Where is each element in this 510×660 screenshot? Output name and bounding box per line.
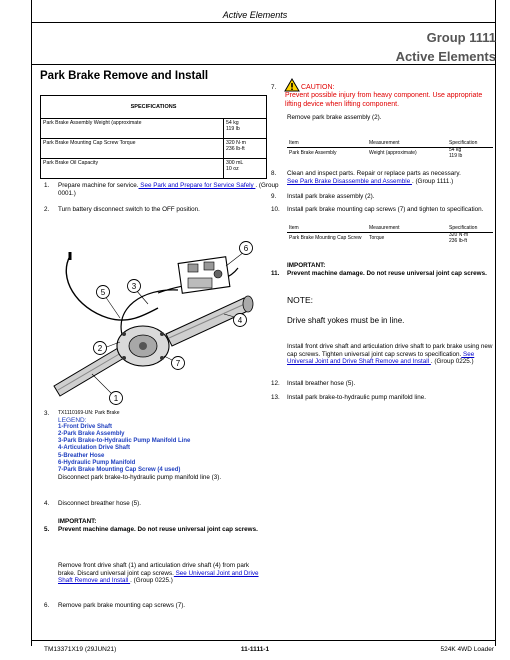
step-12: 12. Install breather hose (5). xyxy=(271,380,356,387)
park-prepare-link[interactable]: See Park and Prepare for Service Safely xyxy=(138,182,256,189)
park-brake-assembly xyxy=(117,326,169,366)
left-margin-rule xyxy=(31,0,32,646)
caution-label: CAUTION: xyxy=(301,84,335,91)
step-13: 13. Install park brake-to-hydraulic pump manifold line. xyxy=(271,394,426,401)
important-label-right: IMPORTANT: xyxy=(287,262,326,269)
svg-text:6: 6 xyxy=(243,244,249,253)
park-brake-disassemble-link[interactable]: See Park Brake Disassemble and Assemble xyxy=(287,177,412,185)
svg-text:4: 4 xyxy=(237,316,243,325)
group-number: Group 1111 xyxy=(426,30,496,45)
step-4: 4. Disconnect breather hose (5). xyxy=(44,500,141,507)
legend-item: 5-Breather Hose xyxy=(58,452,105,459)
table-row: Park Brake Oil Capacity 300 mL 10 oz xyxy=(41,159,267,179)
legend-item: 2-Park Brake Assembly xyxy=(58,430,125,437)
step-8: 8. Clean and inspect parts. Repair or replace parts as necessary. See Park Brake Disassemble and Assemble . (Group 1111.) xyxy=(271,170,461,185)
hydraulic-pump-manifold xyxy=(178,257,230,293)
hydraulic-line xyxy=(66,256,158,320)
svg-text:2: 2 xyxy=(97,344,103,353)
legend-item: 3-Park Brake-to-Hydraulic Pump Manifold Line xyxy=(58,438,191,445)
table-row: Park Brake Assembly Weight (approximate) 54 kg 119 lb xyxy=(289,146,463,159)
cap-screw-torque-table: Item Measurement Specification Park Brake Mounting Cap Screw Torque 320 N·m 236 lb-ft xyxy=(287,226,493,244)
callout-6 xyxy=(240,242,253,255)
callout-5 xyxy=(97,286,110,299)
table-row: Park Brake Mounting Cap Screw Torque 320 N·m 236 lb-ft xyxy=(289,231,469,244)
svg-text:3: 3 xyxy=(131,282,137,291)
header-rule xyxy=(31,22,495,23)
figure-caption: TX1110169-UN: Park Brake xyxy=(58,410,120,416)
legend: LEGEND: 1-Front Drive Shaft 2-Park Brake Assembly 3-Park Brake-to-Hydraulic Pump Manifold Line 4-Articulation Drive Shaft 5-Breather Hose 6-Hydraulic Pump Manifold 7-Park Brake Mounting Cap Screw (4 used) xyxy=(58,417,280,475)
callout-4 xyxy=(234,314,247,327)
group-heading xyxy=(396,28,496,66)
legend-item: 4-Articulation Drive Shaft xyxy=(58,445,131,452)
callout-1 xyxy=(110,392,123,405)
footer-page-number: 11-1111-1 xyxy=(240,646,270,653)
table-row: Park Brake Mounting Cap Screw Torque 320 N·m 236 lb-ft xyxy=(41,139,267,159)
table-row: Park Brake Assembly Weight (approximate 54 kg 119 lb xyxy=(41,119,267,139)
install-drive-shafts-text: Install front drive shaft and articulation drive shaft to park brake using new cap screws. Tighten universal joint cap screws to specification. See Universal Joint and Drive Shaft Remove and Install . (Group 0225.) xyxy=(287,343,493,366)
legend-item: 6-Hydraulic Pump Manifold xyxy=(58,459,136,466)
section-title: Park Brake Remove and Install xyxy=(40,70,209,82)
step-11: 11. Prevent machine damage. Do not reuse universal joint cap screws. xyxy=(271,270,487,277)
step-2: 2. Turn battery disconnect switch to the OFF position. xyxy=(44,206,200,213)
callout-2 xyxy=(94,342,107,355)
group-title: Active Elements xyxy=(395,49,496,64)
step-7: 7. CAUTION: Prevent possible injury from heavy component. Use appropriate lifting device when lifting component. Remove park brake assembly (2). xyxy=(271,84,509,122)
note-text: Drive shaft yokes must be in line. xyxy=(287,316,405,325)
step-9: 9. Install park brake assembly (2). xyxy=(271,193,375,200)
footer-model: 524K 4WD Loader xyxy=(440,646,494,653)
legend-item: 1-Front Drive Shaft xyxy=(58,423,113,430)
footer-rule xyxy=(31,640,495,641)
universal-joint-install-link[interactable]: See Universal Joint and Drive Shaft Remove and Install xyxy=(287,350,475,366)
remove-drive-shafts-text: Remove front drive shaft (1) and articulation drive shaft (4) from park brake. Discard universal joint cap screws. See Universal Joint and Drive Shaft Remove and Install . (Group 0225.) xyxy=(58,562,259,585)
callout-7 xyxy=(172,357,185,370)
running-header: Active Elements xyxy=(222,10,288,20)
front-drive-shaft xyxy=(54,348,124,396)
step-5: 5. Prevent machine damage. Do not reuse universal joint cap screws. xyxy=(44,526,258,533)
svg-text:1: 1 xyxy=(113,394,119,403)
assembly-weight-table: Item Measurement Specification Park Brake Assembly Weight (approximate) 54 kg 119 lb xyxy=(287,141,493,159)
svg-text:5: 5 xyxy=(100,288,106,297)
footer-doc-id: TM13371X19 (29JUN21) xyxy=(44,646,117,653)
step-1: 1. Prepare machine for service. See Park and Prepare for Service Safely . (Group 0001.) xyxy=(44,182,279,197)
callout-3 xyxy=(128,280,141,293)
important-label-left: IMPORTANT: xyxy=(58,518,97,525)
note-label: NOTE: xyxy=(287,295,313,305)
universal-joint-link[interactable]: See Universal Joint and Drive Shaft Remove and Install xyxy=(58,569,259,585)
specifications-table xyxy=(40,95,267,179)
spec-heading: SPECIFICATIONS xyxy=(41,96,267,119)
section-rule xyxy=(31,64,495,65)
step-6: 6. Remove park brake mounting cap screws (7). xyxy=(44,602,186,609)
step-3: 3. TX1110169-UN: Park Brake LEGEND: 1-Front Drive Shaft 2-Park Brake Assembly 3-Park Brake-to-Hydraulic Pump Manifold Line 4-Articulation Drive Shaft 5-Breather Hose 6-Hydraulic Pump Manifold 7-Park Brake Mounting Cap Screw (4 used) Disconnect park brake-to-hydraulic pump manifold line (3). xyxy=(44,410,280,482)
caution-text: Prevent possible injury from heavy component. Use appropriate lifting device when lifting component. xyxy=(285,92,483,108)
step-10: 10. Install park brake mounting cap screws (7) and tighten to specification. xyxy=(271,206,484,213)
warning-icon xyxy=(284,78,300,92)
svg-text:7: 7 xyxy=(175,359,181,368)
legend-item: 7-Park Brake Mounting Cap Screw (4 used) xyxy=(58,466,181,473)
park-brake-figure xyxy=(48,238,264,408)
